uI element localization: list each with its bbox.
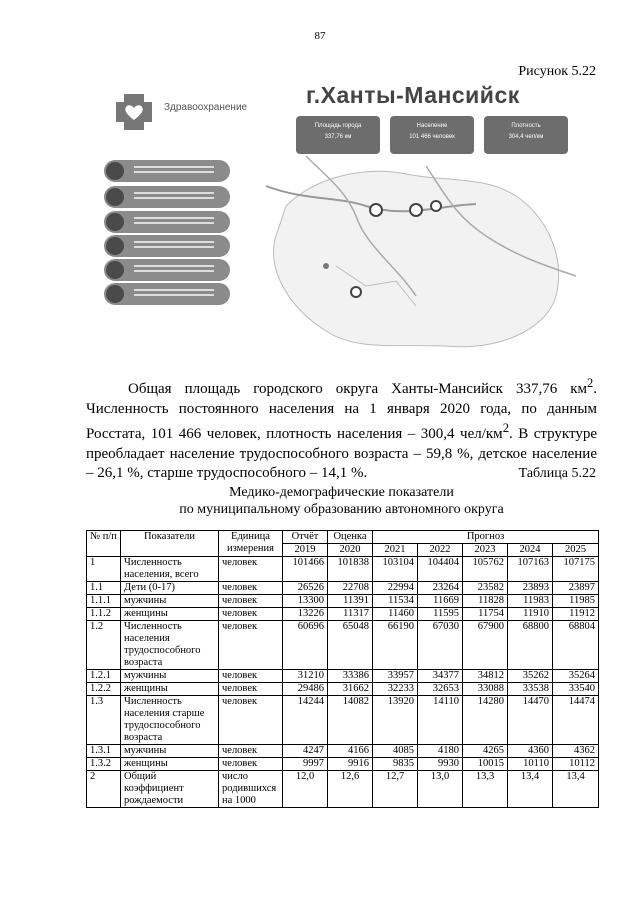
row-value: 4180: [418, 745, 463, 758]
map-marker-icon: [351, 287, 361, 297]
row-value: 22994: [373, 582, 418, 595]
building-icon: [106, 162, 124, 180]
stat-area-value: 337,76 км: [324, 134, 352, 140]
row-value: 11317: [328, 608, 373, 621]
stat-area-title: Площадь города: [314, 123, 362, 129]
header-year: 2025: [553, 544, 599, 557]
row-value: 14110: [418, 696, 463, 745]
row-unit: человек: [219, 595, 283, 608]
row-value: 33538: [508, 683, 553, 696]
row-unit: человек: [219, 557, 283, 582]
map-point-icon: [323, 263, 329, 269]
row-value: 4362: [553, 745, 599, 758]
demographic-table: [86, 530, 599, 808]
row-unit: человек: [219, 621, 283, 670]
row-unit: человек: [219, 696, 283, 745]
map-marker-icon: [431, 201, 441, 211]
row-value: 13,3: [463, 771, 508, 808]
row-value: 9997: [283, 758, 328, 771]
header-year: 2020: [328, 544, 373, 557]
row-value: 4166: [328, 745, 373, 758]
table-row: [87, 683, 599, 696]
row-value: 10112: [553, 758, 599, 771]
header-report: Отчёт: [283, 531, 328, 544]
row-number: 1: [87, 557, 121, 582]
header-unit: Единица измерения: [219, 531, 283, 557]
sidebar-item-6: [104, 283, 230, 305]
row-value: 101838: [328, 557, 373, 582]
row-number: 1.2: [87, 621, 121, 670]
row-value: 13,4: [508, 771, 553, 808]
table-header-row: [87, 531, 599, 544]
row-value: 33957: [373, 670, 418, 683]
table-row: [87, 745, 599, 758]
row-value: 33386: [328, 670, 373, 683]
header-num: № п/п: [87, 531, 121, 557]
stat-density-value: 304,4 чел/км: [508, 134, 544, 140]
row-value: 11910: [508, 608, 553, 621]
row-unit: число родившихся на 1000: [219, 771, 283, 808]
row-value: 68804: [553, 621, 599, 670]
row-number: 1.1.2: [87, 608, 121, 621]
row-number: 1.3: [87, 696, 121, 745]
infographic-figure: [96, 80, 586, 360]
row-indicator: женщины: [121, 758, 219, 771]
row-value: 67900: [463, 621, 508, 670]
row-number: 1.1.1: [87, 595, 121, 608]
row-value: 66190: [373, 621, 418, 670]
row-value: 14474: [553, 696, 599, 745]
row-value: 11983: [508, 595, 553, 608]
row-unit: человек: [219, 608, 283, 621]
row-value: 11460: [373, 608, 418, 621]
row-value: 13226: [283, 608, 328, 621]
row-value: 11595: [418, 608, 463, 621]
row-value: 4247: [283, 745, 328, 758]
brand-name: Здравоохранение: [164, 102, 248, 113]
row-value: 11912: [553, 608, 599, 621]
row-unit: человек: [219, 582, 283, 595]
table-row: [87, 557, 599, 582]
row-indicator: Дети (0-17): [121, 582, 219, 595]
stat-density-title: Плотность: [511, 123, 541, 129]
row-value: 31210: [283, 670, 328, 683]
row-indicator: Численность населения старше трудоспособного возраста: [121, 696, 219, 745]
header-year: 2021: [373, 544, 418, 557]
row-value: 23582: [463, 582, 508, 595]
row-value: 11828: [463, 595, 508, 608]
row-unit: человек: [219, 745, 283, 758]
row-value: 13,0: [418, 771, 463, 808]
header-forecast: Прогноз: [373, 531, 599, 544]
table-row: [87, 771, 599, 808]
row-value: 14082: [328, 696, 373, 745]
table-row: [87, 670, 599, 683]
row-value: 12,7: [373, 771, 418, 808]
city-title: г.Ханты-Мансийск: [306, 82, 520, 108]
row-value: 11669: [418, 595, 463, 608]
map-marker-icon: [410, 204, 422, 216]
header-year: 2023: [463, 544, 508, 557]
row-indicator: женщины: [121, 608, 219, 621]
row-unit: человек: [219, 758, 283, 771]
row-value: 22708: [328, 582, 373, 595]
row-value: 35264: [553, 670, 599, 683]
header-year: 2024: [508, 544, 553, 557]
row-value: 4360: [508, 745, 553, 758]
sidebar-item-3: [104, 211, 230, 233]
header-indicator: Показатели: [121, 531, 219, 557]
row-value: 12,0: [283, 771, 328, 808]
row-value: 9930: [418, 758, 463, 771]
row-value: 34812: [463, 670, 508, 683]
table-row: [87, 582, 599, 595]
row-value: 23264: [418, 582, 463, 595]
row-value: 60696: [283, 621, 328, 670]
table-row: [87, 608, 599, 621]
city-map: [246, 146, 582, 356]
row-indicator: Численность населения трудоспособного возраста: [121, 621, 219, 670]
stat-population-value: 101 466 человек: [409, 134, 455, 140]
row-value: 10015: [463, 758, 508, 771]
sidebar-item-1: [104, 160, 230, 182]
row-value: 11985: [553, 595, 599, 608]
doctor-icon: [106, 237, 124, 255]
row-value: 35262: [508, 670, 553, 683]
row-indicator: мужчины: [121, 745, 219, 758]
table-row: [87, 758, 599, 771]
row-number: 1.2.2: [87, 683, 121, 696]
figure-label: Рисунок 5.22: [518, 64, 596, 79]
row-indicator: женщины: [121, 683, 219, 696]
row-number: 1.1: [87, 582, 121, 595]
header-year: 2019: [283, 544, 328, 557]
row-value: 29486: [283, 683, 328, 696]
pharmacy-icon: [106, 261, 124, 279]
ambulance-icon: [106, 285, 124, 303]
row-value: 14244: [283, 696, 328, 745]
row-value: 32233: [373, 683, 418, 696]
sidebar-item-4: [104, 235, 230, 257]
row-value: 4265: [463, 745, 508, 758]
row-value: 32653: [418, 683, 463, 696]
hospital-icon: [106, 213, 124, 231]
row-value: 14470: [508, 696, 553, 745]
row-value: 23893: [508, 582, 553, 595]
row-value: 107175: [553, 557, 599, 582]
row-value: 9835: [373, 758, 418, 771]
map-marker-icon: [370, 204, 382, 216]
row-number: 1.3.2: [87, 758, 121, 771]
row-number: 1.2.1: [87, 670, 121, 683]
row-value: 26526: [283, 582, 328, 595]
row-value: 105762: [463, 557, 508, 582]
row-value: 101466: [283, 557, 328, 582]
table-row: [87, 595, 599, 608]
row-value: 11391: [328, 595, 373, 608]
row-value: 23897: [553, 582, 599, 595]
row-value: 104404: [418, 557, 463, 582]
row-value: 10110: [508, 758, 553, 771]
stat-population-title: Население: [416, 123, 448, 129]
row-unit: человек: [219, 670, 283, 683]
row-value: 12,6: [328, 771, 373, 808]
row-value: 33088: [463, 683, 508, 696]
row-value: 11754: [463, 608, 508, 621]
row-number: 1.3.1: [87, 745, 121, 758]
row-number: 2: [87, 771, 121, 808]
sidebar-item-5: [104, 259, 230, 281]
table-title: Медико-демографические показатели по муниципальному образованию автономного округа: [179, 485, 504, 517]
row-value: 13,4: [553, 771, 599, 808]
sidebar-item-2: [104, 186, 230, 208]
row-value: 34377: [418, 670, 463, 683]
row-value: 4085: [373, 745, 418, 758]
row-value: 13300: [283, 595, 328, 608]
row-indicator: мужчины: [121, 595, 219, 608]
row-value: 103104: [373, 557, 418, 582]
intro-paragraph: Общая площадь городского округа Ханты-Мансийск 337,76 $км^2$. Численность постоянного населения на 1 января 2020 года, по данным Росстата, 101 466 человек, плотность населения – 300,4 чел/$км^2$. В структуре преобладает население трудоспособного возраста – 59,8 %, детское население – 26,1 %, старше трудоспособного – 14,1 %.: [86, 376, 597, 481]
header-estimate: Оценка: [328, 531, 373, 544]
row-indicator: Численность населения, всего: [121, 557, 219, 582]
table-row: [87, 621, 599, 670]
row-indicator: Общий коэффициент рождаемости: [121, 771, 219, 808]
row-value: 65048: [328, 621, 373, 670]
heart-icon: [106, 188, 124, 206]
table-label: Таблица 5.22: [518, 466, 596, 481]
page-number: 87: [314, 30, 326, 42]
row-value: 67030: [418, 621, 463, 670]
row-value: 31662: [328, 683, 373, 696]
row-unit: человек: [219, 683, 283, 696]
row-value: 14280: [463, 696, 508, 745]
row-value: 11534: [373, 595, 418, 608]
row-value: 68800: [508, 621, 553, 670]
row-value: 33540: [553, 683, 599, 696]
table-row: [87, 696, 599, 745]
header-year: 2022: [418, 544, 463, 557]
row-value: 9916: [328, 758, 373, 771]
row-value: 107163: [508, 557, 553, 582]
healthcare-logo-icon: [112, 92, 156, 132]
row-indicator: мужчины: [121, 670, 219, 683]
row-value: 13920: [373, 696, 418, 745]
